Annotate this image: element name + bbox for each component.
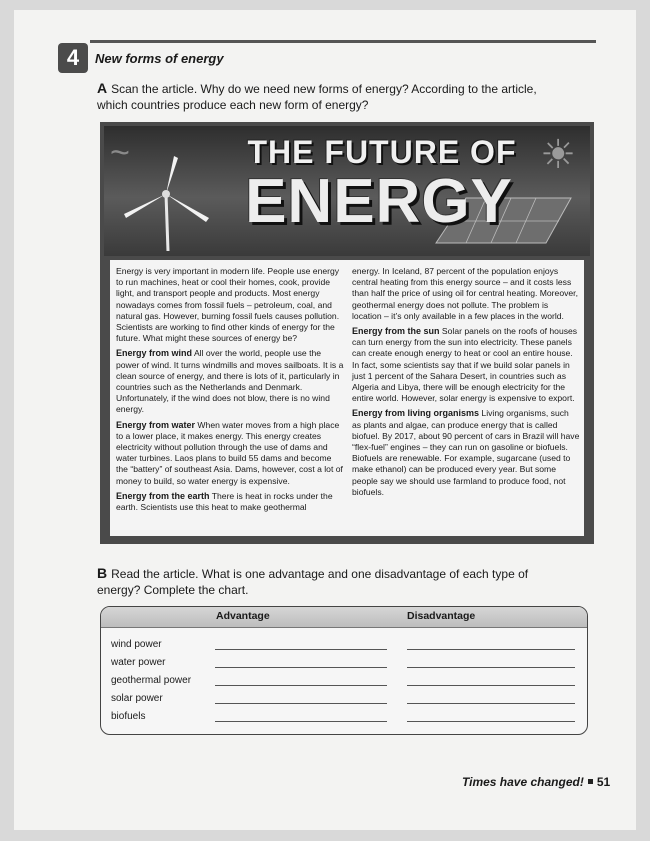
sun-icon: ☀ <box>540 133 576 177</box>
chart-row <box>101 709 587 727</box>
part-b-instruction <box>97 565 567 598</box>
advantage-answer-line[interactable] <box>215 721 387 722</box>
chart-row <box>101 673 587 691</box>
article-title-line2: ENERGY <box>245 167 513 236</box>
wind-turbine-icon <box>114 156 214 251</box>
disadvantage-column-header: Disadvantage <box>407 610 476 622</box>
article-box <box>100 122 594 544</box>
chart-row <box>101 637 587 655</box>
paragraph-heading: Energy from the earth <box>116 490 210 501</box>
advantage-answer-line[interactable] <box>215 685 387 686</box>
article-column-1 <box>116 266 344 517</box>
disadvantage-answer-line[interactable] <box>407 685 575 686</box>
article-body <box>110 260 584 536</box>
article-title-line1: THE FUTURE OF <box>247 134 517 170</box>
article-banner <box>104 126 590 256</box>
row-label: geothermal power <box>111 675 192 686</box>
part-a-letter: A <box>97 80 108 96</box>
disadvantage-answer-line[interactable] <box>407 649 575 650</box>
article-paragraph: Energy is very important in modern life. People use energy to run machines, heat or cool their homes, cook, provide light, and transport people and products. Most energy nowadays comes from fossil fuels – petroleum, coal, and natural gas. However, burning fossil fuels causes pollution. Scientists are working to find other kinds of energy for the future. What might these sources of energy be? <box>116 266 340 344</box>
paragraph-heading: Energy from wind <box>116 348 193 359</box>
part-b-text: Read the article. What is one advantage and one disadvantage of each type of energy? Complete the chart. <box>97 567 529 597</box>
article-paragraph: Energy from the earth There is heat in rocks under the earth. Scientists use this heat to make geothermal <box>116 490 333 513</box>
page-number: 51 <box>596 775 611 789</box>
chart-row <box>101 691 587 709</box>
disadvantage-answer-line[interactable] <box>407 667 575 668</box>
article-paragraph: energy. In Iceland, 87 percent of the population enjoys central heating from this energy source – and it costs less than half the price of using oil for central heating. Moreover, geothermal energy does not pollute. The problem is location – it’s only available in a few places in the world. <box>352 266 578 321</box>
article-paragraph: Energy from water When water moves from a high place to a lower place, it makes energy. This energy creates electricity without pollution through the use of dams and water turbines. Laos plans to build 55 dams and become the “battery” of southeast Asia. Dams, however, cost a lot of money to build, so water energy is expensive. <box>116 419 343 486</box>
advantages-chart <box>100 606 588 735</box>
article-column-2 <box>352 266 580 502</box>
square-bullet-icon <box>588 779 593 784</box>
row-label: biofuels <box>111 711 146 722</box>
article-paragraph: Energy from the sun Solar panels on the roofs of houses can turn energy from the sun into electricity. These panels can create enough energy to heat or cool an entire house. In fact, some scientists say that if we build solar panels in just 1 percent of the Sahara Desert, in countries such as Algeria and Libya, there will be enough electricity for the entire world. However, solar energy is expensive to export. <box>352 326 578 404</box>
paragraph-heading: Energy from living organisms <box>352 408 480 419</box>
paragraph-heading: Energy from the sun <box>352 326 440 337</box>
chart-header <box>101 607 587 628</box>
page-footer <box>462 775 610 789</box>
article-paragraph: Energy from wind All over the world, people use the power of wind. It turns windmills and moves sailboats. It is a clean source of energy, and there is lots of it, particularly in countries such as the Netherlands and Denmark. Unfortunately, if the wind does not blow, there is no wind energy. <box>116 348 344 415</box>
disadvantage-answer-line[interactable] <box>407 721 575 722</box>
part-a-instruction <box>97 80 547 113</box>
disadvantage-answer-line[interactable] <box>407 703 575 704</box>
paragraph-heading: Energy from water <box>116 419 196 430</box>
advantage-answer-line[interactable] <box>215 649 387 650</box>
advantage-column-header: Advantage <box>216 610 270 622</box>
section-title: New forms of energy <box>95 51 224 66</box>
advantage-answer-line[interactable] <box>215 667 387 668</box>
wind-swirl-icon: ~ <box>110 134 130 172</box>
part-a-text: Scan the article. Why do we need new forms of energy? According to the article, which countries produce each new form of energy? <box>97 82 537 112</box>
article-paragraph: Energy from living organisms Living organisms, such as plants and algae, can produce energy that is called biofuel. By 2017, about 90 percent of cars in Brazil will have “flex-fuel” engines – they can run on gasoline or biofuels. Biofuels are renewable. For example, sugarcane (used to make ethanol) can be produced every year. But some people say we should use farmland to produce food, not biofuels. <box>352 408 580 497</box>
book-title: Times have changed! <box>462 775 584 789</box>
row-label: water power <box>111 657 166 668</box>
advantage-answer-line[interactable] <box>215 703 387 704</box>
part-b-letter: B <box>97 565 108 581</box>
row-label: solar power <box>111 693 163 704</box>
chart-row <box>101 655 587 673</box>
row-label: wind power <box>111 639 162 650</box>
section-number-badge: 4 <box>58 43 88 73</box>
section-rule <box>90 40 596 43</box>
